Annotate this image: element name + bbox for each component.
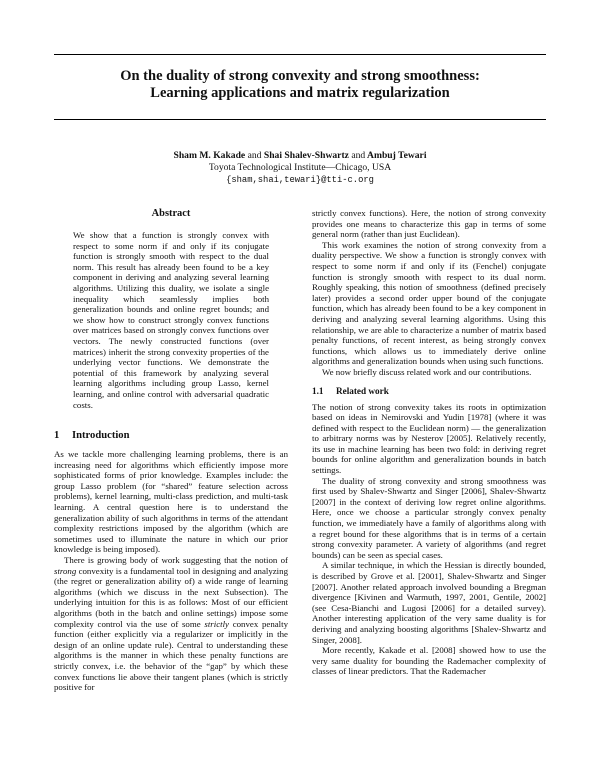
section-introduction-heading xyxy=(54,430,288,442)
title-line-2: Learning applications and matrix regularization xyxy=(150,85,450,101)
title-line-1: On the duality of strong convexity and strong smoothness: xyxy=(120,68,480,84)
author-names xyxy=(54,150,546,162)
author-kakade: Sham M. Kakade xyxy=(173,150,246,161)
intro-paragraph-2-continued: strictly convex functions). Here, the notion of strong convexity provides one means to characterize this gap in terms of some general norm (rather than just Euclidean). xyxy=(312,208,546,240)
subsection-related-work-heading xyxy=(312,386,546,397)
subsection-number: 1.1 xyxy=(312,385,324,396)
intro-paragraph-1: As we tackle more challenging learning problems, there is an increasing need for algorithms which efficiently impose more sophisticated forms of prior knowledge. Examples include: the group Lasso problem (for “shared” feature selection across problems), kernel learning, multi-class prediction, and multi-task learning. A central question here is to understand the generalization ability of such algorithms in terms of the attendant complexity restrictions imposed by the algorithm (which are sometimes used to illuminate the nature in which our prior knowledge is being imposed). xyxy=(54,449,288,555)
author-shalev-shwartz: Shai Shalev-Shwartz xyxy=(263,150,349,161)
right-column xyxy=(312,208,546,677)
bottom-rule xyxy=(54,119,546,120)
email-address: {sham,shai,tewari}@tti-c.org xyxy=(226,175,374,185)
abstract-heading: Abstract xyxy=(151,208,191,219)
intro-paragraph-3: This work examines the notion of strong convexity from a duality perspective. We show a function is strongly convex with respect to some norm if and only if its (Fenchel) conjugate function is strongly smooth with respect to its dual norm. Roughly speaking, this notion of smoothness (defined precisely later) provides a second order upper bound of the conjugate function, which has already been found to be a key component in deriving and analyzing several learning algorithms. Using this relationship, we are able to characterize a number of matrix based penalty functions, of recent interest, as being strongly convex functions, which allows us to immediately derive online algorithms and generalization bounds when using such functions. xyxy=(312,239,546,367)
author-block xyxy=(54,150,546,186)
paper-title xyxy=(54,68,546,102)
subsection-title: Related work xyxy=(336,385,389,396)
abstract-text: We show that a function is strongly convex with respect to some norm if and only if its conjugate function is strongly smooth with respect to the dual norm. This result has already been found to be a key component in deriving and analyzing several learning algorithms. Utilizing this duality, we isolate a single inequality which seamlessly implies both generalization bounds and online regret bounds; and we show how to construct strongly convex functions over matrices based on strongly convex functions over vectors. The newly constructed functions (over matrices) inherit the strong convexity properties of the underlying vector functions. We demonstrate the potential of this framework by analyzing several learning algorithms including group Lasso, kernel learning, and online control with adversarial quadratic costs. xyxy=(73,230,269,410)
intro-paragraph-2: There is growing body of work suggesting that the notion of strong convexity is a fundamental tool in designing and analyzing (the regret or generalization ability of) a wide range of learning algorithms (which we discuss in the next Subsection). The underlying intuition for this is as follows: Most of our efficient algorithms (both in the batch and online settings) impose some complexity control via the use of some strictly convex penalty function (either explicitly via a regularizer or implicitly in the design of an online update rule). Central to understanding these algorithms is the manner in which these penalty functions are strictly convex, i.e. the behavior of the “gap” by which these convex functions lie above their tangent planes (which is strictly positive for xyxy=(54,555,289,693)
section-number: 1 xyxy=(54,430,60,442)
section-title: Introduction xyxy=(72,430,130,442)
affiliation: Toyota Technological Institute—Chicago, USA xyxy=(208,162,392,173)
and-word: and xyxy=(247,150,262,161)
related-paragraph-1: The notion of strong convexity takes its roots in optimization based on ideas in Nemirovski and Yudin [1978] (where it was defined with respect to the Euclidean norm) — the generalization to arbitrary norms was by Nesterov [2005]. Relatively recently, its use in machine learning has been two fold: in deriving regret bounds for online algorithm and generalization bounds in batch settings. xyxy=(312,401,546,476)
intro-paragraph-4: We now briefly discuss related work and our contributions. xyxy=(322,366,532,377)
author-tewari: Ambuj Tewari xyxy=(367,150,427,161)
and-word: and xyxy=(351,150,366,161)
related-paragraph-2: The duality of strong convexity and strong smoothness was first used by Shalev-Shwartz and Singer [2006], Shalev-Shwartz [2007] in the context of deriving low regret online algorithms. Here, once we choose a particular strongly convex penalty function, we immediately have a family of algorithms along with a regret bound for these algorithms that is in terms of a certain strong convexity parameter. A variety of algorithms (and regret bounds) can be seen as special cases. xyxy=(312,475,546,560)
related-paragraph-4: More recently, Kakade et al. [2008] showed how to use the very same duality for bounding the Rademacher complexity of classes of linear predictors. That the Rademacher xyxy=(312,645,546,677)
left-column xyxy=(54,208,288,693)
top-rule xyxy=(54,54,546,55)
related-paragraph-3: A similar technique, in which the Hessian is directly bounded, is described by Grove et al. [2001], Shalev-Shwartz and Singer [2007]. Another related approach involved bounding a Bregman divergence [Kivinen and Warmuth, 1997, 2001, Gentile, 2002] (see Cesa-Bianchi and Lugosi [2006] for a detailed survey). Another interesting application of the very same duality is for deriving and analyzing boosting algorithms [Shalev-Shwartz and Singer, 2008]. xyxy=(312,560,546,645)
